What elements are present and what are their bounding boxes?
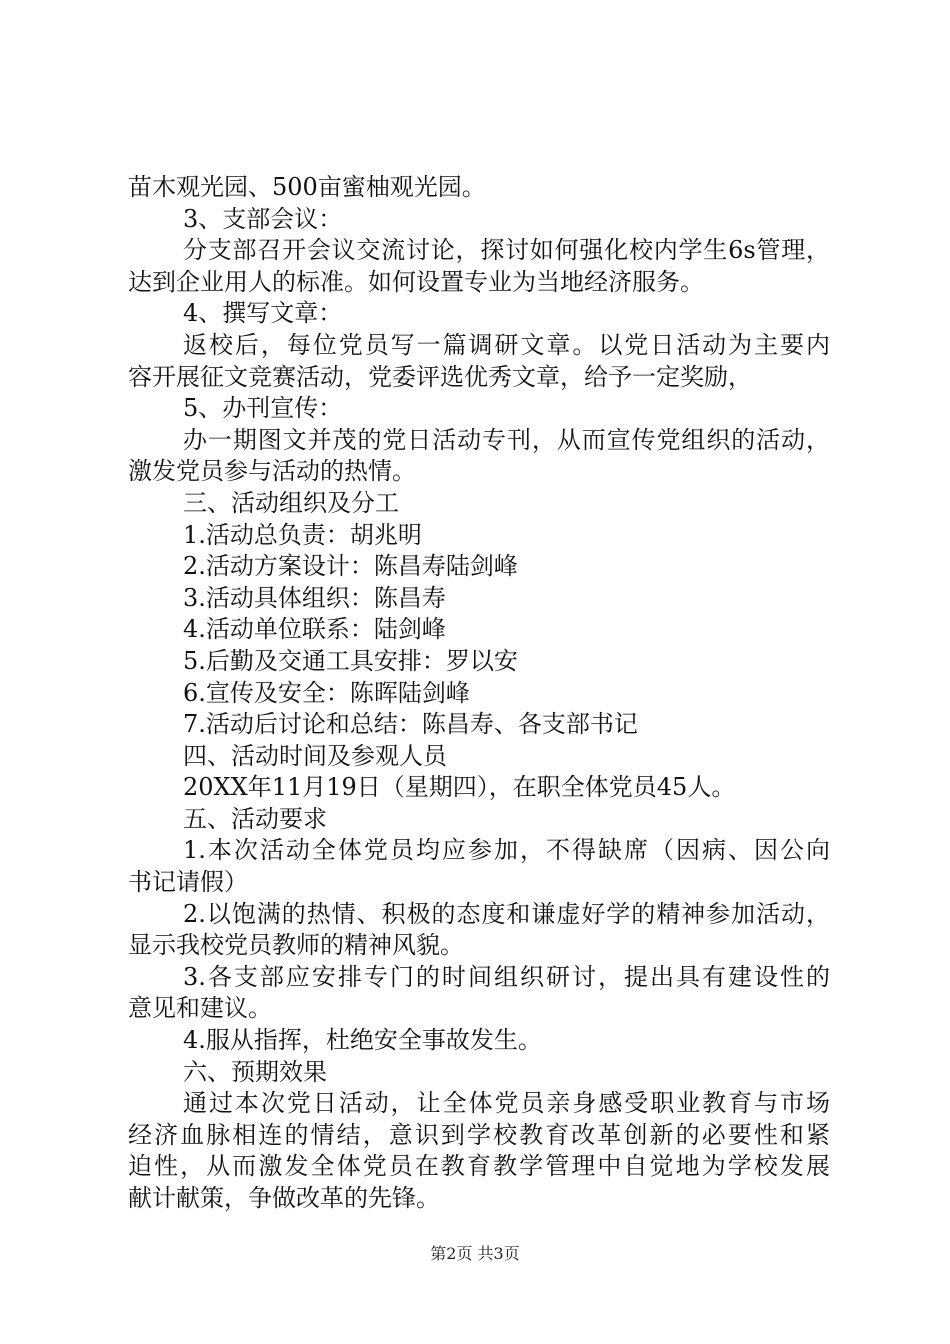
page-footer: 第2页 共3页	[430, 1244, 520, 1263]
text-line: 六、预期效果	[183, 1057, 327, 1086]
text-line: 2.以饱满的热情、积极的态度和谦虚好学的精神参加活动，	[183, 899, 830, 928]
text-line: 苗木观光园、500亩蜜柚观光园。	[128, 173, 486, 201]
text-line: 3.活动具体组织：陈昌寿	[183, 583, 446, 612]
text-line: 4.服从指挥，杜绝安全事故发生。	[183, 1026, 542, 1055]
text-line: 达到企业用人的标准。如何设置专业为当地经济服务。	[128, 267, 704, 296]
text-line: 通过本次党日活动，让全体党员亲身感受职业教育与市场	[183, 1089, 830, 1118]
text-line: 激发党员参与活动的热情。	[128, 457, 416, 486]
text-line: 书记请假）	[128, 868, 248, 897]
text-line: 经济血脉相连的情结，意识到学校教育改革创新的必要性和紧	[128, 1120, 830, 1149]
text-line: 6.宣传及安全：陈晖陆剑峰	[183, 678, 470, 707]
text-line: 5.后勤及交通工具安排：罗以安	[183, 646, 518, 675]
text-line: 五、活动要求	[183, 804, 327, 833]
text-line: 2.活动方案设计：陈昌寿陆剑峰	[183, 552, 518, 581]
text-line: 20XX年11月19日（星期四），在职全体党员45人。	[183, 773, 736, 802]
text-line: 1.本次活动全体党员均应参加，不得缺席（因病、因公向	[183, 836, 830, 865]
text-line: 容开展征文竞赛活动，党委评选优秀文章，给予一定奖励，	[128, 362, 752, 391]
text-line: 3、支部会议：	[183, 204, 343, 233]
text-line: 3.各支部应安排专门的时间组织研讨，提出具有建设性的	[183, 962, 830, 991]
text-line: 1.活动总负责：胡兆明	[183, 520, 422, 549]
text-line: 显示我校党员教师的精神风貌。	[128, 931, 464, 960]
document-body	[128, 172, 830, 1215]
text-line: 返校后，每位党员写一篇调研文章。以党日活动为主要内	[183, 330, 830, 359]
text-line: 4.活动单位联系：陆剑峰	[183, 615, 446, 644]
text-line: 意见和建议。	[128, 994, 272, 1023]
text-line: 7.活动后讨论和总结：陈昌寿、各支部书记	[183, 710, 638, 739]
text-line: 4、撰写文章：	[183, 299, 343, 328]
text-line: 办一期图文并茂的党日活动专刊，从而宣传党组织的活动，	[183, 425, 830, 454]
text-line: 献计献策，争做改革的先锋。	[128, 1184, 440, 1212]
text-line: 5、办刊宣传：	[183, 394, 343, 423]
text-line: 三、活动组织及分工	[183, 488, 399, 517]
text-line: 迫性，从而激发全体党员在教育教学管理中自觉地为学校发展	[128, 1152, 830, 1181]
text-line: 四、活动时间及参观人员	[183, 741, 447, 770]
text-line: 分支部召开会议交流讨论，探讨如何强化校内学生6s管理，	[183, 236, 830, 265]
